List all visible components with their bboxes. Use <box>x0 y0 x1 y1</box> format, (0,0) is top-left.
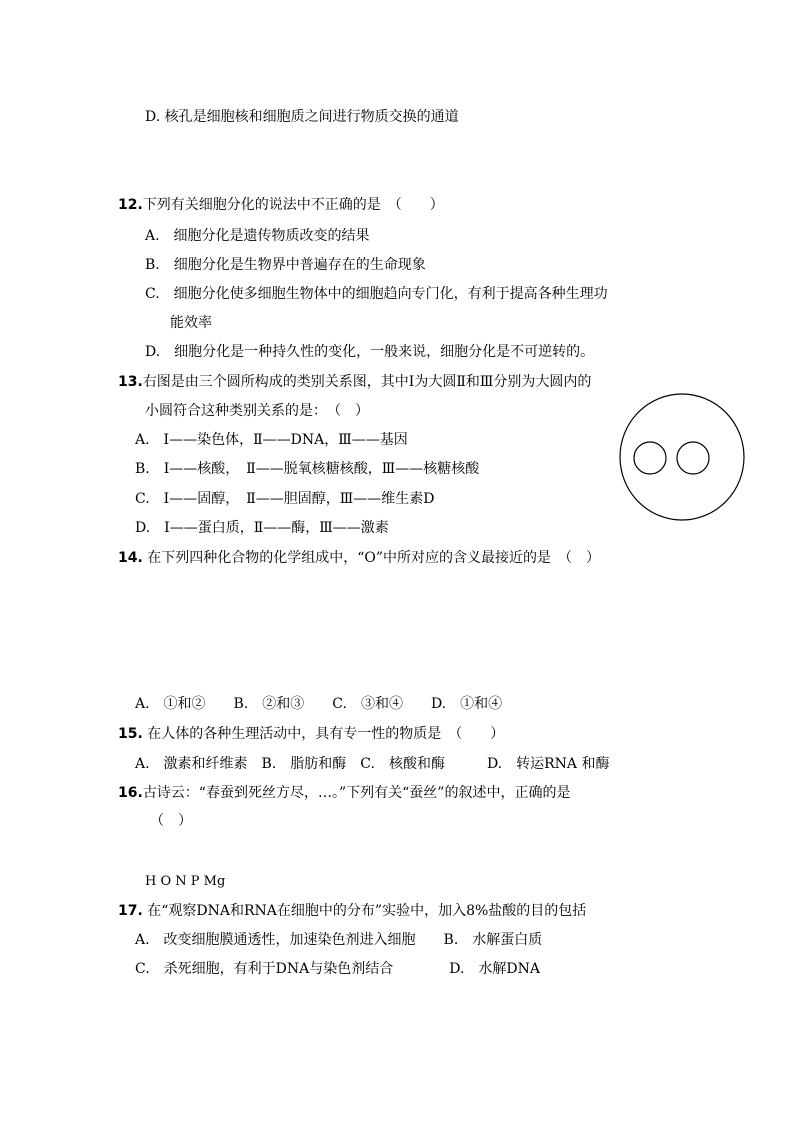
q16-number: 16. <box>118 785 143 801</box>
q17-stem: 在“观察DNA和RNA在细胞中的分布”实验中，加入8%盐酸的目的包括 <box>147 903 587 919</box>
q12-stem-line <box>118 196 444 214</box>
q16-stem: 古诗云：“春蚕到死丝方尽，…。”下列有关“蚕丝”的叙述中，正确的是 <box>142 785 571 801</box>
q16-paren: （ ） <box>150 813 192 829</box>
q12-stem: 下列有关细胞分化的说法中不正确的是 （ ） <box>142 197 444 213</box>
q13-option-a: A. Ⅰ——染色体，Ⅱ——DNA，Ⅲ——基因 <box>135 432 408 448</box>
q14-options: A. ①和② B. ②和③ C. ③和④ D. ①和④ <box>135 696 503 712</box>
q12-number: 12. <box>118 197 143 213</box>
small-circle-ii <box>634 442 666 474</box>
q12-option-b: B. 细胞分化是生物界中普遍存在的生命现象 <box>145 257 426 273</box>
small-circle-iii <box>677 442 709 474</box>
q16-stem-line <box>118 784 570 802</box>
q13-number: 13. <box>118 374 143 390</box>
q17-stem-line <box>118 902 586 920</box>
q13-stem-line1 <box>118 373 591 391</box>
q13-stem-line2: 小圆符合这种类别关系的是： （ ） <box>145 403 369 419</box>
q13-stem-part1: 右图是由三个圆所构成的类别关系图，其中Ⅰ为大圆Ⅱ和Ⅲ分别为大圆内的 <box>142 374 592 390</box>
q12-option-c-line1: C. 细胞分化使多细胞生物体中的细胞趋向专门化，有利于提高各种生理功 <box>145 286 608 302</box>
q13-option-b: B. Ⅰ——核酸， Ⅱ——脱氧核糖核酸，Ⅲ——核糖核酸 <box>135 461 480 477</box>
q11-option-d: D. 核孔是细胞核和细胞质之间进行物质交换的通道 <box>145 109 459 125</box>
q15-number: 15. <box>118 726 143 742</box>
q15-stem: 在人体的各种生理活动中，具有专一性的物质是 （ ） <box>147 726 505 742</box>
q12-option-d: D. 细胞分化是一种持久性的变化，一般来说，细胞分化是不可逆转的。 <box>145 344 595 360</box>
q14-stem-line <box>118 549 600 567</box>
category-relation-diagram <box>618 392 746 522</box>
q13-option-d: D. Ⅰ——蛋白质，Ⅱ——酶，Ⅲ——激素 <box>135 520 389 536</box>
q13-option-c: C. Ⅰ——固醇， Ⅱ——胆固醇，Ⅲ——维生素D <box>135 491 435 507</box>
q16-elements: H O N P Mg <box>145 874 226 889</box>
large-circle-i <box>620 394 744 520</box>
q14-stem: 在下列四种化合物的化学组成中，“O”中所对应的含义最接近的是 （ ） <box>147 550 601 566</box>
q15-options: A. 激素和纤维素 B. 脂肪和酶 C. 核酸和酶 D. 转运RNA 和酶 <box>135 756 610 772</box>
q14-number: 14. <box>118 550 143 566</box>
q17-options-line2: C. 杀死细胞，有利于DNA与染色剂结合 D. 水解DNA <box>135 961 541 977</box>
q17-number: 17. <box>118 903 143 919</box>
q15-stem-line <box>118 725 504 743</box>
q12-option-c-line2: 能效率 <box>170 315 212 331</box>
q12-option-a: A. 细胞分化是遗传物质改变的结果 <box>145 228 370 244</box>
q17-options-line1: A. 改变细胞膜通透性，加速染色剂进入细胞 B. 水解蛋白质 <box>135 932 543 948</box>
